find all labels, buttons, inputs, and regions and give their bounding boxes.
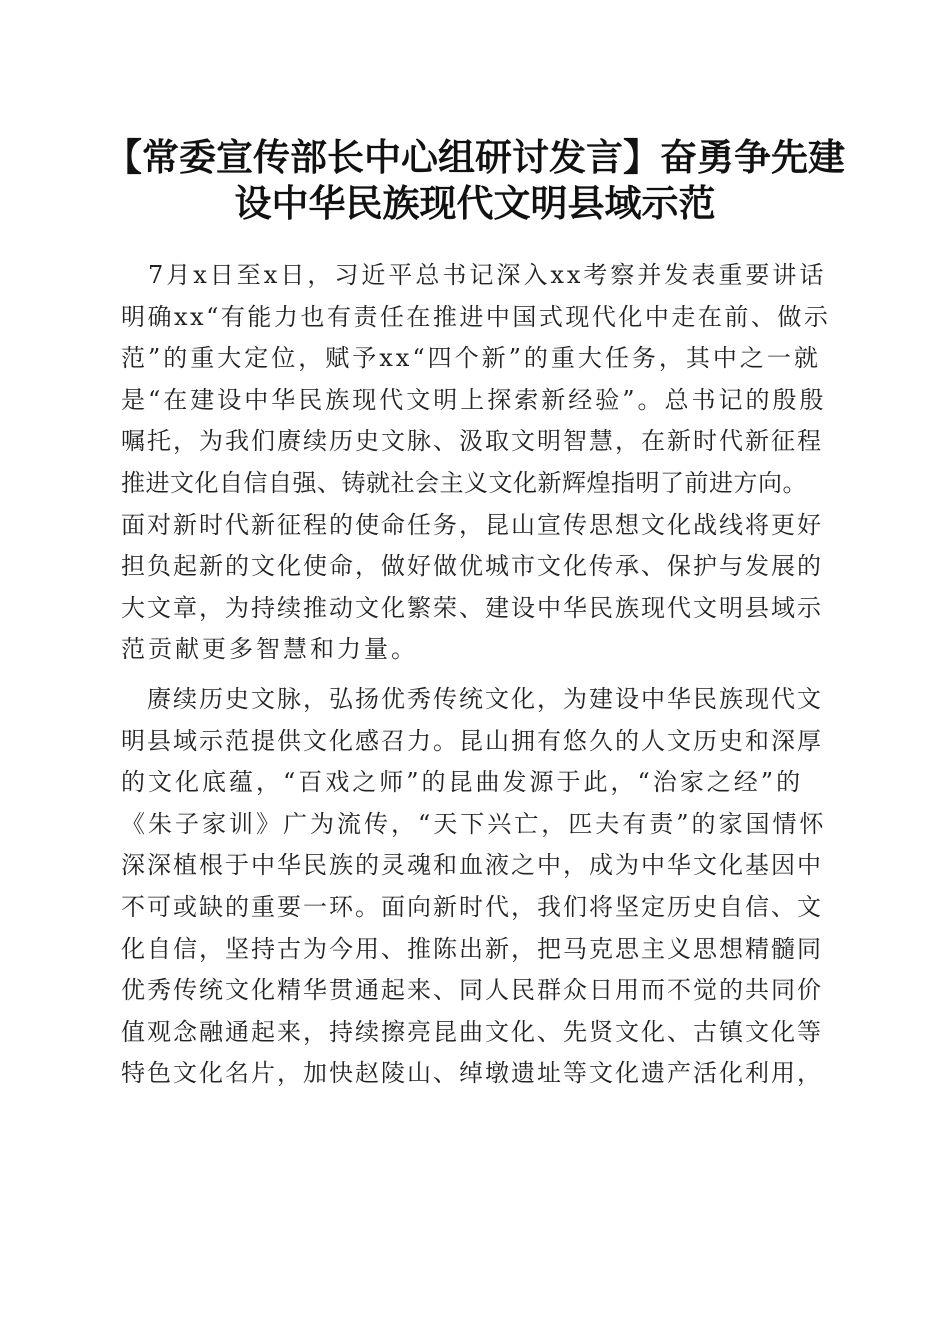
text-line: 的文化底蕴，“百戏之师”的昆曲发源于此，“治家之经”的 [121,768,804,797]
text-line: 7月x日至x日，习近平总书记深入xx考察并发表重要讲话 [121,261,827,289]
text-line: 大文章，为持续推动文化繁荣、建设中华民族现代文明县域示 [121,593,823,622]
text-line: 特色文化名片，加快赵陵山、绰墩遗址等文化遗产活化利用， [121,1059,823,1088]
text-line: 范贡献更多智慧和力量。 [121,635,418,664]
paragraph-1 [121,255,830,671]
text-line: 赓续历史文脉，弘扬优秀传统文化，为建设中华民族现代文 [121,684,823,713]
text-line: 担负起新的文化使命，做好做优城市文化传承、保护与发展的 [121,552,823,581]
document-title [100,134,850,226]
text-line: 推进文化自信自强、铸就社会主义文化新辉煌指明了前进方向。 [121,468,807,497]
text-line: 是“在建设中华民族现代文明上探索新经验”。总书记的殷殷 [121,385,827,414]
text-line: 值观念融通起来，持续擦亮昆曲文化、先贤文化、古镇文化等 [121,1017,823,1046]
text-line: 不可或缺的重要一环。面向新时代，我们将坚定历史自信、文 [121,892,823,921]
text-line: 化自信，坚持古为今用、推陈出新，把马克思主义思想精髓同 [121,934,823,963]
text-line: 嘱托，为我们赓续历史文脉、汲取文明智慧，在新时代新征程 [121,427,823,456]
text-line: 范”的重大定位，赋予xx“四个新”的重大任务，其中之一就 [121,344,821,373]
text-line: 优秀传统文化精华贯通起来、同人民群众日用而不觉的共同价 [121,976,823,1005]
paragraph-gap [121,671,830,679]
title-line-2: 设中华民族现代文明县域示范 [234,181,716,225]
text-line: 《朱子家训》广为流传，“天下兴亡，匹夫有责”的家国情怀 [121,809,827,838]
text-line: 深深植根于中华民族的灵魂和血液之中，成为中华文化基因中 [121,851,823,880]
title-line-1: 【常委宣传部长中心组研讨发言】奋勇争先建 [105,135,845,179]
text-line: 面对新时代新征程的使命任务，昆山宣传思想文化战线将更好 [121,510,823,539]
text-line: 明县域示范提供文化感召力。昆山拥有悠久的人文历史和深厚 [121,726,823,755]
paragraph-2 [121,679,830,1095]
text-line: 明确xx“有能力也有责任在推进中国式现代化中走在前、做示 [121,302,831,331]
document-body [121,255,830,1095]
